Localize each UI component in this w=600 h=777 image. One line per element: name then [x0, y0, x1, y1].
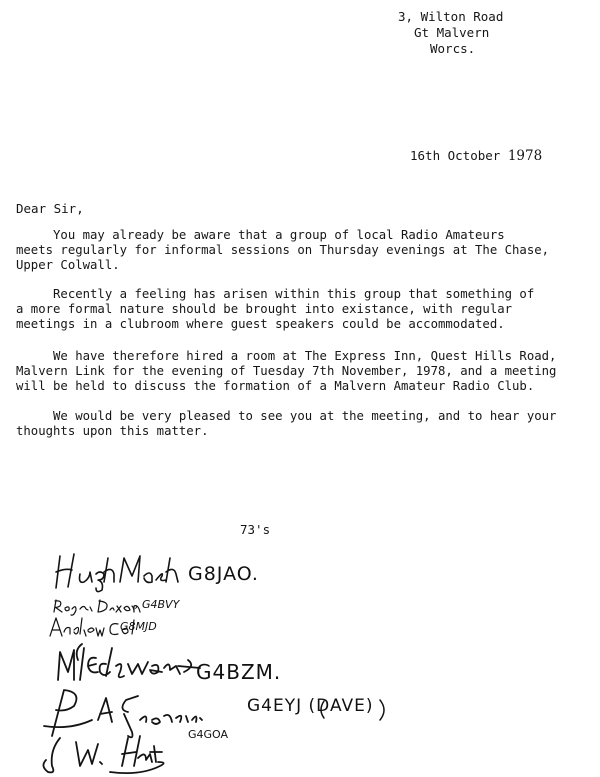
paragraph-line: will be held to discuss the formation of a Malvern Amateur Radio Club. — [16, 379, 535, 394]
signature-callsign-1: G8JAO. — [188, 563, 259, 585]
paragraph-line: a more formal nature should be brought into existance, with regular — [16, 302, 513, 317]
paragraph-line: Malvern Link for the evening of Tuesday 7th November, 1978, and a meeting — [16, 364, 557, 379]
address-line-2: Gt Malvern — [414, 25, 490, 40]
signature-callsign-3: G8MJD — [120, 620, 157, 633]
paragraph-line: Upper Colwall. — [16, 258, 120, 273]
sender-address — [398, 9, 503, 57]
paragraph-line: We would be very pleased to see you at the meeting, and to hear your — [16, 409, 557, 423]
signatures-drawing — [0, 540, 600, 777]
paragraph-line: You may already be aware that a group of local Radio Amateurs — [16, 228, 505, 242]
signature-block — [0, 540, 600, 777]
signature-p-a-francis — [44, 690, 202, 737]
signature-callsign-5: G4EYJ (DAVE) — [247, 696, 374, 716]
date-year-handwritten: 1978 — [507, 148, 543, 164]
address-line-1: 3, Wilton Road — [398, 9, 504, 24]
paragraph-line: meetings in a clubroom where guest speakers could be accommodated. — [16, 317, 505, 332]
signature-callsign-4: G4BZM. — [196, 660, 282, 684]
signature-callsign-2: , G4BVY — [135, 598, 180, 611]
paragraph-1 — [16, 228, 586, 274]
paragraph-4 — [16, 409, 586, 439]
closing: 73's — [240, 522, 271, 537]
paragraph-3 — [16, 349, 586, 395]
paragraph-2 — [16, 287, 586, 333]
signature-callsign-6: G4GOA — [188, 728, 229, 741]
signature-hugh-mash — [56, 554, 178, 592]
paragraph-line: thoughts upon this matter. — [16, 424, 209, 439]
letter-date — [410, 148, 542, 164]
signature-m-edwards — [58, 644, 200, 680]
paragraph-line: meets regularly for informal sessions on Thursday evenings at The Chase, — [16, 243, 550, 258]
date-typed: 16th October — [410, 148, 501, 163]
address-line-3: Worcs. — [430, 41, 476, 56]
paren-close-mark — [380, 700, 384, 720]
salutation: Dear Sir, — [16, 201, 84, 216]
paragraph-line: Recently a feeling has arisen within this group that something of — [16, 287, 535, 301]
signature-j-w-harte — [43, 736, 163, 773]
paragraph-line: We have therefore hired a room at The Express Inn, Quest Hills Road, — [16, 349, 557, 363]
signature-roger-dixon — [54, 600, 140, 615]
